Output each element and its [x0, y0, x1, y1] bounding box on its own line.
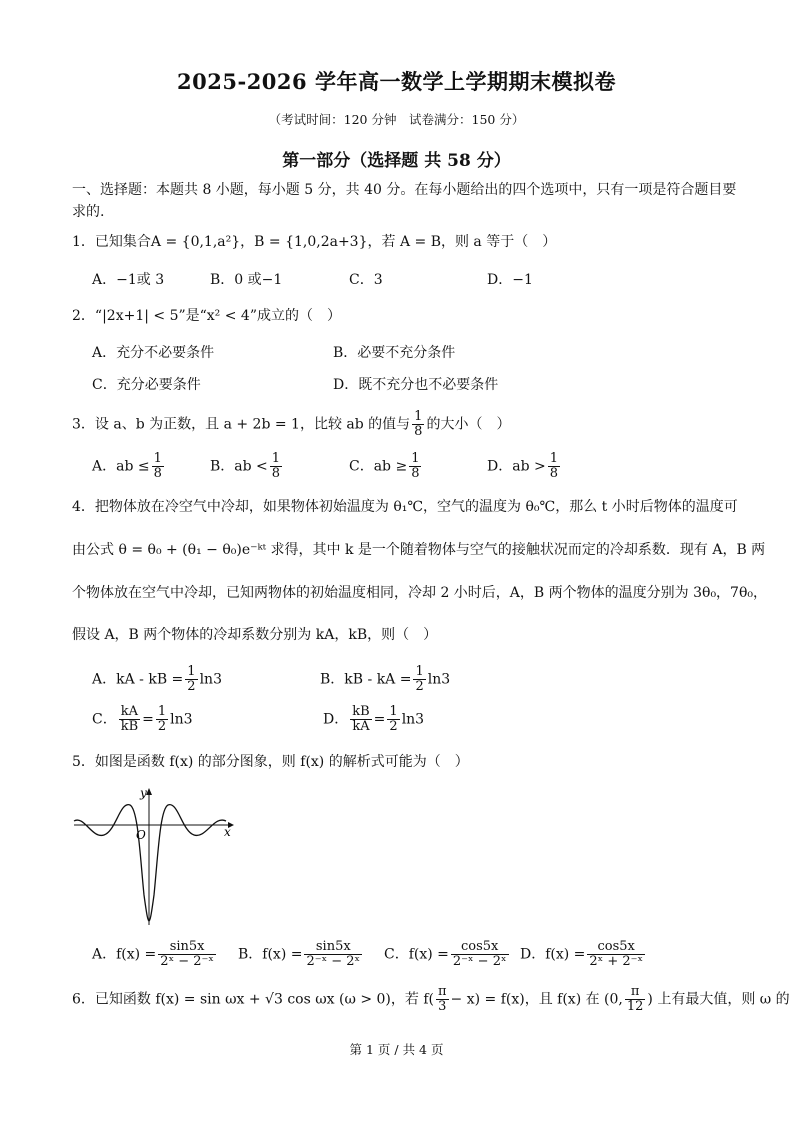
- q5-option-b-frac: [304, 940, 362, 969]
- frac-num: 1: [153, 451, 162, 466]
- q3-option-b-frac: [270, 452, 282, 481]
- question-5-stem: 5．如图是函数 f(x) 的部分图象，则 f(x) 的解析式可能为（ ）: [72, 754, 469, 770]
- frac-num: 1: [187, 664, 196, 679]
- q4-line2: 由公式 θ = θ₀ + (θ₁ − θ₀)e⁻ᵏᵗ 求得，其中 k 是一个随着物体与空气的接触状况而定的冷却系数．现有 A，B 两: [72, 542, 766, 558]
- exam-info: （考试时间：120 分钟 试卷满分：150 分）: [268, 112, 525, 127]
- instructions-line2: 求的.: [72, 204, 105, 220]
- frac-num: sin5x: [304, 940, 362, 955]
- q3-option-c-frac: [409, 452, 421, 481]
- ln3: ln3: [170, 711, 193, 728]
- instructions-line1: 一、选择题：本题共 8 小题，每小题 5 分，共 40 分。在每小题给出的四个选项中，只有一项是符合题目要: [72, 182, 737, 198]
- q1-option-a: A．−1或 3: [92, 272, 165, 288]
- half-frac: [387, 705, 399, 734]
- q6-frac-2: [625, 985, 646, 1014]
- frac-num: cos5x: [451, 940, 509, 955]
- q3-stem-b: 的大小（ ）: [426, 416, 511, 433]
- q3-option-c: [349, 452, 423, 481]
- frac-num: kA: [119, 705, 140, 720]
- frac-den: 2⁻ˣ − 2ˣ: [452, 954, 507, 969]
- q2-option-c: C．充分必要条件: [92, 377, 201, 393]
- q4-option-c-label: C．: [92, 711, 117, 728]
- q3-option-b-label: B．ab <: [210, 458, 268, 475]
- q3-frac-den: 8: [414, 424, 423, 439]
- frac-den: kB: [120, 719, 139, 734]
- frac-num: 1: [389, 704, 398, 719]
- q3-option-b: [210, 452, 284, 481]
- q6-frac-1: [436, 985, 449, 1014]
- frac-den: 12: [626, 999, 644, 1014]
- q4-option-a-label: A．kA - kB =: [92, 671, 184, 688]
- frac-num: 1: [271, 451, 281, 466]
- q6-stem-a: 6．已知函数 f(x) = sin ωx + √3 cos ωx (ω > 0)，若 f(: [72, 991, 434, 1008]
- q3-option-c-label: C．ab ≥: [349, 458, 408, 475]
- question-6-stem: [72, 985, 790, 1014]
- origin-label: O: [136, 828, 146, 842]
- question-1-stem: [72, 232, 556, 252]
- page-number: 第 1 页 / 共 4 页: [349, 1042, 444, 1057]
- q3-option-d-frac: [548, 452, 560, 481]
- frac-den: 2: [187, 679, 196, 694]
- q5-option-b: [238, 940, 364, 969]
- q4-line3: 个物体放在空气中冷却，已知两物体的初始温度相同，冷却 2 小时后，A，B 两个物体的温度分别为 3θ₀，7θ₀，: [72, 585, 768, 601]
- frac-num: kB: [352, 704, 370, 719]
- q5-option-a-label: A．f(x) =: [92, 946, 157, 963]
- q3-frac-num: 1: [414, 409, 423, 424]
- question-2-stem: 2．“|2x+1| < 5”是“x² < 4”成立的（ ）: [72, 308, 341, 324]
- q1-prefix: 1．已知集合: [72, 234, 151, 250]
- q4-line1: 4．把物体放在冷空气中冷却，如果物体初始温度为 θ₁℃，空气的温度为 θ₀℃，那么 t 小时后物体的温度可: [72, 499, 738, 515]
- q4-line4: 假设 A，B 两个物体的冷却系数分别为 kA，kB，则（ ）: [72, 627, 438, 643]
- q1-option-c: C．3: [349, 272, 383, 288]
- frac-den: kA: [352, 719, 370, 734]
- q6-stem-c: ) 上有最大值，则 ω 的: [647, 991, 790, 1008]
- q2-option-b: B．必要不充分条件: [333, 345, 456, 361]
- q4-option-d-label: D．: [323, 711, 349, 728]
- q4-option-a: [92, 665, 222, 694]
- frac-den: 8: [153, 466, 162, 481]
- q5-option-d: [520, 940, 647, 969]
- q1-option-d: D．−1: [487, 272, 533, 288]
- q5-option-a-frac: [158, 940, 216, 969]
- frac-den: 2ˣ + 2⁻ˣ: [589, 954, 643, 969]
- frac-den: 8: [271, 466, 281, 481]
- q3-fraction: [412, 410, 424, 439]
- q2-option-a: A．充分不必要条件: [92, 345, 215, 361]
- function-graph: [70, 785, 240, 930]
- ratio-frac: [350, 705, 371, 734]
- q5-option-d-label: D．f(x) =: [520, 946, 586, 963]
- section-heading: 第一部分（选择题 共 58 分）: [282, 151, 511, 171]
- q3-option-a: [92, 452, 166, 481]
- q2-option-d: D．既不充分也不必要条件: [333, 377, 499, 393]
- q4-option-b-label: B．kB - kA =: [320, 671, 412, 688]
- q5-option-c: [384, 940, 511, 969]
- q3-option-d-label: D．ab >: [487, 458, 546, 475]
- half-frac: [185, 665, 197, 694]
- frac-den: 3: [438, 999, 447, 1014]
- q3-option-d: [487, 452, 562, 481]
- y-axis-label: y: [140, 786, 147, 800]
- q5-option-c-frac: [451, 940, 509, 969]
- question-3-stem: [72, 410, 510, 439]
- frac-num: cos5x: [587, 940, 645, 955]
- frac-num: π: [625, 985, 646, 1000]
- q1-option-b: B．0 或−1: [210, 272, 283, 288]
- frac-den: 2: [389, 719, 398, 734]
- q4-option-c: C． $\frac{kA}{kB}$ = $\frac{1}{2}$ ln3: [92, 704, 193, 734]
- q4-option-b: [320, 665, 450, 694]
- frac-den: 2: [415, 679, 424, 694]
- q6-stem-b: − x) = f(x)，且 f(x) 在 (0,: [450, 991, 623, 1008]
- q1-condition: ，若 A = B，则 a 等于（ ）: [367, 234, 557, 250]
- ln3: ln3: [401, 711, 425, 728]
- q3-stem-a: 3．设 a、b 为正数，且 a + 2b = 1，比较 ab 的值与: [72, 416, 411, 433]
- page-title: 2025-2026 学年高一数学上学期期末模拟卷: [177, 69, 616, 94]
- q5-option-a: [92, 940, 218, 969]
- half-frac: [413, 665, 425, 694]
- q5-option-c-label: C．f(x) =: [384, 946, 449, 963]
- frac-den: 2⁻ˣ − 2ˣ: [306, 954, 361, 969]
- function-curve: [74, 805, 226, 921]
- ratio-frac: [119, 705, 140, 734]
- q4-option-d: D． $\frac{kB}{kA}$ = $\frac{1}{2}$ ln3: [323, 704, 425, 734]
- x-axis-label: x: [224, 825, 231, 839]
- ln3: ln3: [199, 671, 222, 688]
- frac-den: 2: [157, 719, 167, 734]
- frac-den: 8: [411, 466, 420, 481]
- ln3: ln3: [427, 671, 451, 688]
- frac-num: sin5x: [158, 940, 216, 955]
- frac-num: 1: [549, 451, 558, 466]
- frac-den: 2ˣ − 2⁻ˣ: [160, 954, 214, 969]
- q3-option-a-label: A．ab ≤: [92, 458, 150, 475]
- frac-num: π: [437, 984, 447, 999]
- half-frac: [156, 705, 168, 734]
- frac-num: 1: [157, 704, 167, 719]
- y-axis-arrow: [146, 788, 152, 795]
- q1-set-b: ，B = {1,0,2a+3}: [240, 234, 368, 250]
- q1-set-a: A = {0,1,a²}: [150, 234, 241, 250]
- frac-num: 1: [411, 451, 420, 466]
- q5-option-b-label: B．f(x) =: [238, 946, 303, 963]
- frac-num: 1: [415, 664, 424, 679]
- q5-option-d-frac: [587, 940, 645, 969]
- frac-den: 8: [549, 466, 558, 481]
- q3-option-a-frac: [152, 452, 164, 481]
